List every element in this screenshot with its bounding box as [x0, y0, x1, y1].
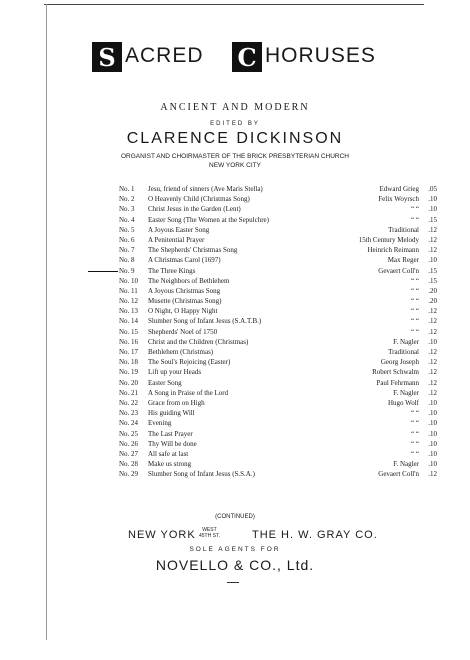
entry-number: No. 9	[119, 266, 135, 275]
pointer-line	[88, 271, 118, 272]
entry-title: The Shepherds' Christmas Song	[148, 246, 238, 255]
list-item	[119, 205, 437, 215]
list-item	[119, 185, 437, 195]
entry-number: No. 2	[119, 195, 135, 204]
entry-price: .10	[428, 337, 437, 346]
list-item	[119, 379, 437, 389]
entry-title: Easter Song (The Women at the Sepulchre)	[148, 215, 269, 224]
publisher-name: THE H. W. GRAY CO.	[252, 529, 378, 541]
continued-label: (CONTINUED)	[215, 514, 255, 520]
entry-title: Musette (Christmas Song)	[148, 297, 222, 306]
entry-composer: Georg Joseph	[380, 358, 419, 367]
list-item	[119, 297, 437, 307]
entry-composer: “ “	[411, 449, 419, 458]
entry-number: No. 20	[119, 378, 139, 387]
left-fold-line	[46, 4, 47, 640]
entry-number: No. 10	[119, 276, 139, 285]
entry-title: Lift up your Heads	[148, 368, 202, 377]
entry-price: .12	[428, 225, 437, 234]
entry-title: Evening	[148, 419, 172, 428]
entry-number: No. 23	[119, 409, 139, 418]
list-item	[119, 236, 437, 246]
entry-number: No. 24	[119, 419, 139, 428]
entry-composer: “ “	[411, 409, 419, 418]
contents-list	[119, 185, 437, 480]
entry-number: No. 17	[119, 348, 139, 356]
entry-title: A Joyous Easter Song	[148, 225, 210, 234]
entry-price: .10	[428, 195, 437, 204]
entry-price: .12	[428, 327, 437, 336]
entry-title: Bethlehem (Christmas)	[148, 348, 214, 356]
entry-price: .12	[428, 348, 437, 356]
list-item	[119, 328, 437, 338]
list-item	[119, 348, 437, 358]
entry-number: No. 26	[119, 439, 139, 448]
editor-role: ORGANIST AND CHOIRMASTER OF THE BRICK PRESBYTERIAN CHURCH	[120, 153, 349, 160]
top-border-line	[44, 4, 424, 5]
list-item	[119, 317, 437, 327]
list-item	[119, 430, 437, 440]
list-item	[119, 338, 437, 348]
entry-price: .10	[428, 409, 437, 418]
entry-price: .12	[428, 470, 437, 479]
entry-composer: F. Nagler	[393, 388, 419, 397]
entry-composer: F. Nagler	[393, 460, 419, 469]
entry-composer: Robert Schwalm	[372, 368, 419, 377]
entry-composer: Traditional	[388, 225, 419, 234]
list-item	[119, 307, 437, 317]
entry-composer: “ “	[411, 307, 419, 316]
entry-composer: “ “	[411, 317, 419, 326]
entry-title: O Night, O Happy Night	[148, 307, 218, 316]
address-top: WEST	[202, 527, 217, 533]
entry-composer: “ “	[411, 215, 419, 224]
entry-price: .12	[428, 358, 437, 367]
entry-price: .10	[428, 449, 437, 458]
entry-number: No. 14	[119, 317, 139, 326]
entry-price: .12	[428, 368, 437, 377]
sole-agents-label: SOLE AGENTS FOR	[189, 546, 281, 553]
entry-composer: “ “	[411, 439, 419, 448]
entry-number: No. 13	[119, 307, 139, 316]
entry-number: No. 1	[119, 185, 135, 193]
entry-title: A Penitential Prayer	[148, 235, 205, 244]
entry-title: A Song in Praise of the Lord	[148, 388, 229, 397]
entry-title: Slumber Song of Infant Jesus (S.A.T.B.)	[148, 317, 262, 326]
list-item	[119, 246, 437, 256]
dropcap-s: S	[92, 42, 122, 72]
entry-number: No. 27	[119, 449, 139, 458]
title-word-acred: ACRED	[125, 44, 204, 67]
title-word-horuses: HORUSES	[265, 44, 376, 67]
entry-price: .12	[428, 388, 437, 397]
entry-price: .12	[428, 307, 437, 316]
entry-price: .12	[428, 317, 437, 326]
entry-price: .10	[428, 398, 437, 407]
entry-title: Christ Jesus in the Garden (Lent)	[148, 205, 241, 214]
entry-number: No. 11	[119, 286, 138, 295]
entry-title: A Joyous Christmas Song	[148, 286, 221, 295]
handwritten-mark	[227, 576, 239, 583]
entry-price: .10	[428, 439, 437, 448]
entry-title: O Heavenly Child (Christmas Song)	[148, 195, 250, 204]
entry-price: .10	[428, 256, 437, 265]
list-item	[119, 195, 437, 205]
city: NEW YORK CITY	[209, 162, 261, 169]
entry-title: The Last Prayer	[148, 429, 193, 438]
entry-price: .15	[428, 215, 437, 224]
dropcap-c: C	[232, 42, 262, 72]
entry-price: .12	[428, 378, 437, 387]
entry-composer: “ “	[411, 297, 419, 306]
publisher-address	[199, 527, 220, 539]
entry-price: .10	[428, 429, 437, 438]
entry-composer: “ “	[411, 205, 419, 214]
entry-number: No. 29	[119, 470, 139, 479]
list-item	[119, 368, 437, 378]
entry-number: No. 3	[119, 205, 135, 214]
entry-price: .10	[428, 205, 437, 214]
entry-composer: Max Reger	[387, 256, 419, 265]
entry-price: .15	[428, 276, 437, 285]
list-item	[119, 450, 437, 460]
editor-name: CLARENCE DICKINSON	[126, 130, 344, 147]
address-bottom: 45TH ST.	[199, 533, 220, 539]
entry-title: A Christmas Carol (1697)	[148, 256, 221, 265]
entry-composer: “ “	[411, 429, 419, 438]
entry-number: No. 25	[119, 429, 139, 438]
entry-composer: 15th Century Melody	[358, 235, 419, 244]
entry-title: His guiding Will	[148, 409, 195, 418]
list-item	[119, 399, 437, 409]
entry-composer: “ “	[411, 419, 419, 428]
entry-number: No. 6	[119, 235, 135, 244]
entry-title: Easter Song	[148, 378, 182, 387]
entry-number: No. 15	[119, 327, 139, 336]
entry-title: Jesu, friend of sinners (Ave Maris Stella)	[148, 185, 263, 193]
entry-composer: Edward Grieg	[379, 185, 419, 193]
entry-price: .10	[428, 419, 437, 428]
entry-composer: “ “	[411, 286, 419, 295]
list-item	[119, 389, 437, 399]
entry-price: .20	[428, 286, 437, 295]
entry-number: No. 22	[119, 398, 139, 407]
list-item	[119, 409, 437, 419]
list-item	[119, 460, 437, 470]
entry-number: No. 16	[119, 337, 139, 346]
list-item	[119, 267, 437, 277]
entry-composer: Gevaert Coll'n	[378, 266, 419, 275]
entry-title: The Neighbors of Bethlehem	[148, 276, 230, 285]
entry-title: All safe at last	[148, 449, 189, 458]
entry-title: Shepherds' Noel of 1750	[148, 327, 218, 336]
edited-by: EDITED BY	[210, 121, 260, 127]
entry-price: .12	[428, 246, 437, 255]
publisher-city: NEW YORK	[128, 529, 196, 541]
entry-number: No. 12	[119, 297, 139, 306]
entry-composer: Felix Woyrsch	[378, 195, 419, 204]
list-item	[119, 287, 437, 297]
entry-title: The Three Kings	[148, 266, 196, 275]
list-item	[119, 256, 437, 266]
list-item	[119, 277, 437, 287]
agent-name: NOVELLO & CO., Ltd.	[155, 557, 315, 573]
entry-title: The Soul's Rejoicing (Easter)	[148, 358, 231, 367]
entry-number: No. 7	[119, 246, 135, 255]
entry-title: Make us strong	[148, 460, 192, 469]
entry-composer: “ “	[411, 327, 419, 336]
entry-price: .10	[428, 460, 437, 469]
entry-number: No. 19	[119, 368, 139, 377]
entry-composer: “ “	[411, 276, 419, 285]
entry-number: No. 5	[119, 225, 135, 234]
entry-number: No. 4	[119, 215, 135, 224]
entry-composer: Heinrich Reimann	[367, 246, 419, 255]
entry-number: No. 28	[119, 460, 139, 469]
entry-composer: Traditional	[388, 348, 419, 356]
entry-price: .15	[428, 266, 437, 275]
entry-title: Slumber Song of Infant Jesus (S.S.A.)	[148, 470, 255, 479]
list-item	[119, 440, 437, 450]
entry-price: .20	[428, 297, 437, 306]
entry-price: .12	[428, 235, 437, 244]
list-item	[119, 419, 437, 429]
list-item	[119, 358, 437, 368]
entry-number: No. 18	[119, 358, 139, 367]
entry-composer: Gevaert Coll'n	[378, 470, 419, 479]
entry-title: Grace from on High	[148, 398, 205, 407]
entry-title: Christ and the Children (Christmas)	[148, 337, 249, 346]
entry-title: Thy Will be done	[148, 439, 197, 448]
entry-number: No. 21	[119, 388, 139, 397]
list-item	[119, 226, 437, 236]
list-item	[119, 216, 437, 226]
entry-number: No. 8	[119, 256, 135, 265]
entry-composer: Paul Fehrmann	[376, 378, 419, 387]
entry-composer: F. Nagler	[393, 337, 419, 346]
subtitle: ANCIENT AND MODERN	[160, 102, 310, 113]
entry-composer: Hugo Wolf	[387, 398, 419, 407]
entry-price: .05	[428, 185, 437, 193]
list-item	[119, 470, 437, 480]
